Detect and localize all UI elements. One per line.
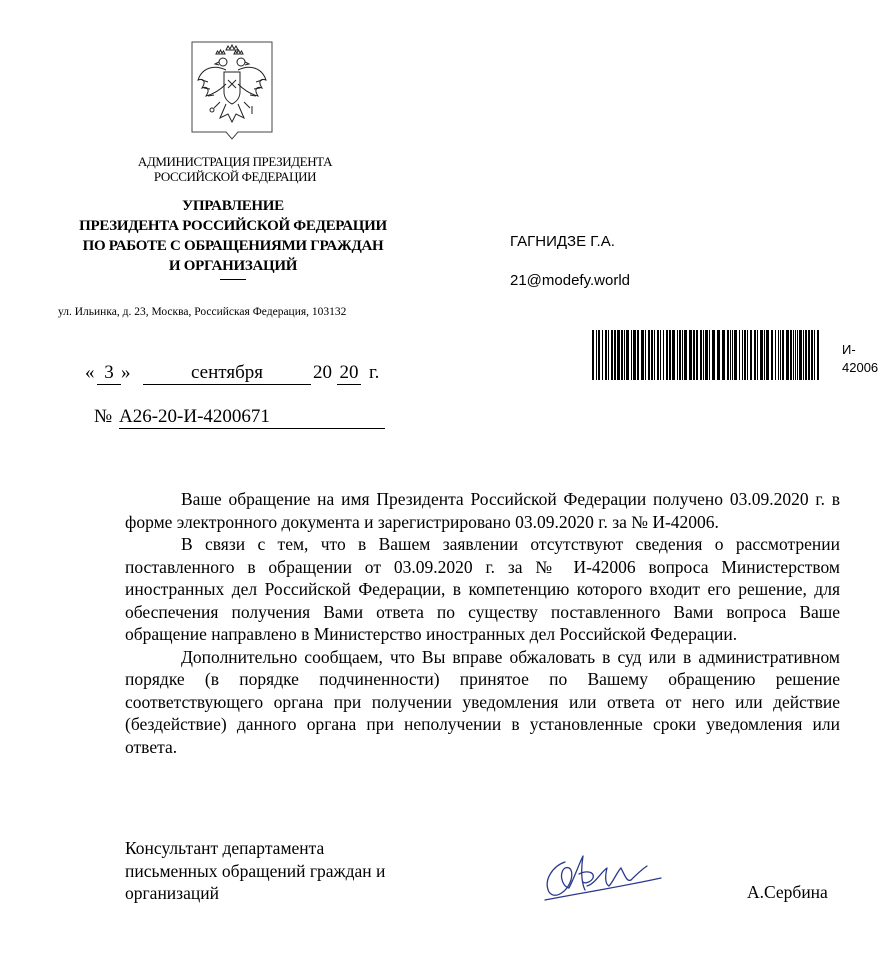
- department-divider: [220, 279, 246, 280]
- barcode-bar: [657, 330, 659, 380]
- barcode-bar: [795, 330, 796, 380]
- admin-line-2: РОССИЙСКОЙ ФЕДЕРАЦИИ: [153, 169, 317, 184]
- barcode-bar: [608, 330, 609, 380]
- barcode-bar: [730, 330, 731, 380]
- barcode-bar: [633, 330, 636, 380]
- barcode-bar: [817, 330, 819, 380]
- admin-line-1: АДМИНИСТРАЦИЯ ПРЕЗИДЕНТА: [137, 154, 333, 169]
- date-open-quote: «: [85, 362, 95, 383]
- barcode-bar: [614, 330, 616, 380]
- barcode-bar: [693, 330, 695, 380]
- barcode-bar: [682, 330, 683, 380]
- barcode-code-line-1: И-: [842, 342, 856, 357]
- barcode-bar: [654, 330, 655, 380]
- barcode-bar: [734, 330, 737, 380]
- barcode-bar: [790, 330, 792, 380]
- barcode-bar: [689, 330, 692, 380]
- barcode-bar: [814, 330, 815, 380]
- barcode-bar: [677, 330, 678, 380]
- department-line-3: ПО РАБОТЕ С ОБРАЩЕНИЯМИ ГРАЖДАН: [82, 238, 384, 254]
- barcode-bar: [663, 330, 664, 380]
- barcode-bar: [764, 330, 765, 380]
- barcode-bar: [808, 330, 810, 380]
- date-year-mark: г.: [369, 362, 380, 383]
- body-paragraph-2: В связи с тем, что в Вашем заявлении отсутствуют сведения о рассмотрении поставленного в обращении от 03.09.2020 г. за № И-42006 вопроса Министерством иностранных дел Российской Федерации, в компетенцию которого входит его решение, для обеспечения получения Вами ответа по существу поставленного Вами вопроса Ваше обращение направлено в Министерство иностранных дел Российской Федерации.: [125, 534, 840, 644]
- barcode-bar: [669, 330, 671, 380]
- recipient-name: ГАГНИДЗЕ Г.А.: [510, 233, 615, 250]
- barcode-bar: [709, 330, 710, 380]
- barcode-bar: [732, 330, 733, 380]
- date-year-prefix: 20: [313, 362, 332, 383]
- handwritten-signature-icon: [535, 842, 665, 906]
- date-year-suffix: 20: [337, 362, 361, 385]
- barcode-bar: [750, 330, 752, 380]
- barcode-bar: [637, 330, 639, 380]
- barcode-bar: [739, 330, 740, 380]
- barcode-bar: [605, 330, 607, 380]
- barcode-bar: [598, 330, 600, 380]
- barcode-bar: [757, 330, 758, 380]
- signer-name: А.Сербина: [747, 882, 828, 902]
- recipient-email: 21@modefy.world: [510, 272, 630, 289]
- barcode-bar: [592, 330, 594, 380]
- barcode-bar: [684, 330, 687, 380]
- signer-position-line-1: Консультант департамента: [125, 838, 325, 858]
- date-month: сентября: [143, 362, 311, 385]
- barcode-bar: [660, 330, 661, 380]
- barcode-bar: [799, 330, 802, 380]
- barcode-bar: [717, 330, 720, 380]
- sender-address: ул. Ильинка, д. 23, Москва, Российская Федерация, 103132: [58, 306, 347, 318]
- barcode-bar: [786, 330, 789, 380]
- department-line-1: УПРАВЛЕНИЕ: [182, 198, 284, 214]
- signer-position-line-3: организаций: [125, 883, 219, 903]
- barcode-bar: [631, 330, 632, 380]
- barcode-bar: [778, 330, 779, 380]
- barcode-bar: [742, 330, 743, 380]
- barcode-bar: [611, 330, 613, 380]
- barcode-bar: [712, 330, 715, 380]
- barcode-bar: [626, 330, 629, 380]
- barcode-code-line-2: 42006: [842, 360, 879, 375]
- date-day: 3: [97, 362, 121, 385]
- letter-body: [125, 488, 840, 758]
- barcode-bar: [705, 330, 708, 380]
- barcode-bar: [621, 330, 623, 380]
- barcode-bar: [811, 330, 813, 380]
- barcode-bar: [666, 330, 668, 380]
- body-paragraph-3: Дополнительно сообщаем, что Вы вправе обжаловать в суд или в административном порядке (в порядке подчиненности) принятое по Вашему обращению решение соответствующего органа при получении уведомления или ответа от него или действие (бездействие) данного органа при неполучении в установленные сроки уведомления или ответа.: [125, 646, 840, 757]
- barcode-icon: [592, 330, 822, 380]
- coat-of-arms-emblem-icon: [190, 40, 274, 140]
- barcode-bar: [793, 330, 794, 380]
- barcode-bar: [727, 330, 729, 380]
- barcode-code: [842, 341, 882, 377]
- signer-position-line-2: письменных обращений граждан и: [125, 860, 386, 881]
- barcode-bar: [696, 330, 698, 380]
- barcode-bar: [700, 330, 702, 380]
- barcode-bar: [648, 330, 650, 380]
- barcode-bar: [775, 330, 776, 380]
- barcode-bar: [805, 330, 807, 380]
- barcode-bar: [760, 330, 763, 380]
- barcode-bar: [651, 330, 653, 380]
- barcode-bar: [747, 330, 748, 380]
- barcode-bar: [744, 330, 746, 380]
- barcode-bar: [782, 330, 784, 380]
- body-paragraph-1: Ваше обращение на имя Президента Российской Федерации получено 03.09.2020 г. в форме электронного документа и зарегистрировано 03.09.2020 г. за № И-42006.: [125, 489, 840, 532]
- barcode-bar: [641, 330, 644, 380]
- date-close-quote: »: [121, 362, 131, 383]
- barcode-bar: [754, 330, 756, 380]
- barcode-bar: [703, 330, 704, 380]
- barcode-bar: [596, 330, 597, 380]
- barcode-bar: [602, 330, 603, 380]
- barcode-bar: [617, 330, 620, 380]
- barcode-bar: [803, 330, 804, 380]
- barcode-bar: [645, 330, 646, 380]
- department-line-4: И ОРГАНИЗАЦИЙ: [168, 258, 298, 274]
- signer-position: [125, 837, 385, 905]
- barcode-bar: [672, 330, 675, 380]
- barcode-bar: [766, 330, 769, 380]
- barcode-bar: [679, 330, 681, 380]
- barcode-bar: [780, 330, 781, 380]
- number-sign: №: [94, 406, 113, 427]
- barcode-bar: [722, 330, 725, 380]
- department-line-2: ПРЕЗИДЕНТА РОССИЙСКОЙ ФЕДЕРАЦИИ: [79, 218, 387, 234]
- barcode-bar: [771, 330, 773, 380]
- document-number: А26-20-И-4200671: [119, 406, 385, 429]
- barcode-bar: [624, 330, 625, 380]
- barcode-bar: [797, 330, 798, 380]
